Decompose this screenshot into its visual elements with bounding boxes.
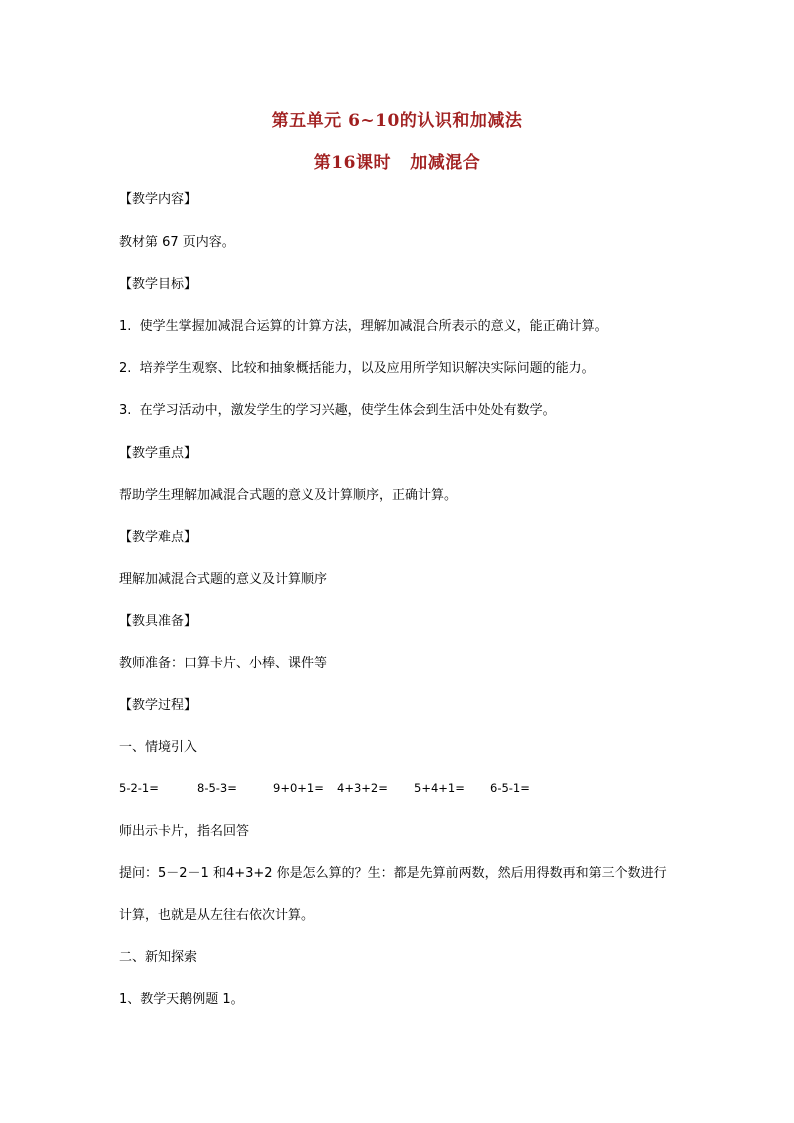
teacher-action-text: 师出示卡片，指名回答: [119, 824, 250, 839]
key-points-text: 帮助学生理解加减混合式题的意义及计算顺序，正确计算。: [119, 488, 458, 503]
calculation-item: 6-5-1=: [490, 781, 530, 795]
objective-item-2: 2. 培养学生观察、比较和抽象概括能力，以及应用所学知识解决实际问题的能力。: [119, 361, 595, 376]
materials-text: 教师准备：口算卡片、小棒、课件等: [119, 656, 328, 671]
objective-item-1: 1. 使学生掌握加减混合运算的计算方法，理解加减混合所表示的意义，能正确计算。: [119, 319, 608, 334]
calculation-row: [119, 781, 659, 799]
lesson-title: 第16课时 加减混合: [313, 153, 481, 173]
calculation-item: 9+0+1=: [273, 781, 324, 795]
calculation-item: 5+4+1=: [414, 781, 465, 795]
content-text: 教材第 67 页内容。: [119, 235, 235, 250]
difficulties-text: 理解加减混合式题的意义及计算顺序: [119, 572, 328, 587]
section-heading-materials: 【教具准备】: [119, 614, 198, 629]
section-heading-content: 【教学内容】: [119, 192, 198, 207]
section-heading-objectives: 【教学目标】: [119, 277, 198, 292]
calculation-item: 5-2-1=: [119, 781, 159, 795]
section-heading-key-points: 【教学重点】: [119, 446, 198, 461]
process-part1-title: 一、情境引入: [119, 740, 198, 755]
unit-title: 第五单元 6~10的认识和加减法: [271, 111, 523, 131]
objective-item-3: 3. 在学习活动中，激发学生的学习兴趣，使学生体会到生活中处处有数学。: [119, 403, 556, 418]
example-text: 1、教学天鹅例题 1。: [119, 992, 244, 1007]
process-part2-title: 二、新知探索: [119, 950, 198, 965]
calculation-item: 8-5-3=: [197, 781, 237, 795]
calculation-item: 4+3+2=: [337, 781, 388, 795]
question-text-line-1: 提问：5－2－1 和4+3+2 你是怎么算的？生：都是先算前两数，然后用得数再和第三个数进行: [119, 866, 667, 881]
question-text-line-2: 计算，也就是从左往右依次计算。: [119, 908, 315, 923]
section-heading-difficulties: 【教学难点】: [119, 530, 198, 545]
section-heading-process: 【教学过程】: [119, 698, 198, 713]
